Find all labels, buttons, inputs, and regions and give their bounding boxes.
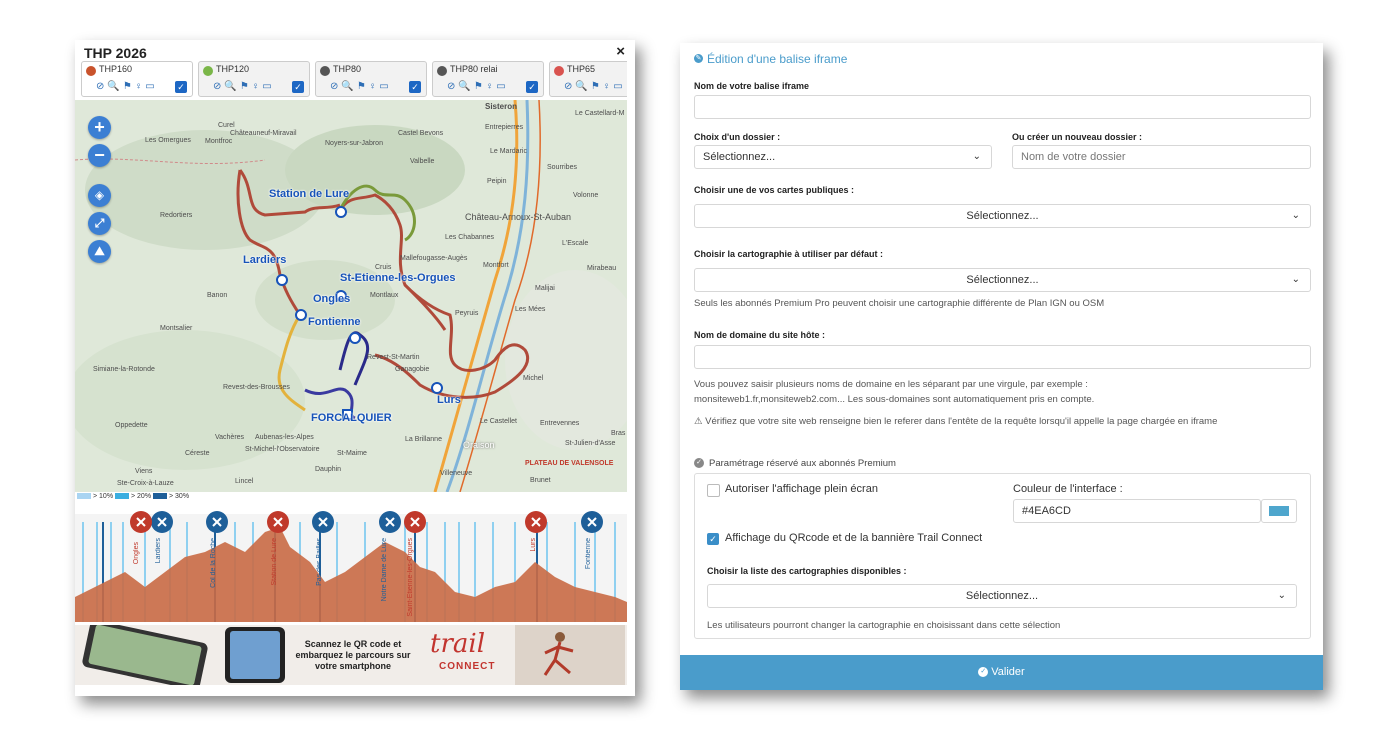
carto-list-select[interactable] <box>707 584 1297 608</box>
map-place-label: Simiane-la-Rotonde <box>93 366 155 373</box>
map-place-label: Le Mardaric <box>490 148 527 155</box>
tab-tools-icon[interactable]: ⊘🔍⚑♀▭ <box>330 81 392 92</box>
map-town-label: Lardiers <box>243 254 287 266</box>
map-terrain <box>75 100 627 492</box>
tab-tools-icon[interactable]: ⊘🔍⚑♀▭ <box>213 81 275 92</box>
legend-swatch-icon <box>77 493 91 499</box>
checkbox-icon[interactable]: ✓ <box>292 81 304 93</box>
map-place-label: Lincel <box>235 478 254 485</box>
map-place-label: St-Michel-l'Observatoire <box>245 446 320 453</box>
map-place-label: St-Julien-d'Asse <box>565 440 616 447</box>
interface-color-label: Couleur de l'interface : <box>1013 483 1123 495</box>
map-place-label: Volonne <box>573 192 599 199</box>
map-town-label: Station de Lure <box>269 188 350 200</box>
chevron-down-icon: ⌄ <box>1291 210 1300 221</box>
carto-list-select-value: Sélectionnez... <box>965 590 1039 602</box>
checkbox-icon[interactable]: ✓ <box>175 81 187 93</box>
fullscreen-checkbox[interactable] <box>707 484 720 497</box>
map-place-label: Oppedette <box>115 422 148 429</box>
map-place-label: Mallefougasse-Augès <box>400 255 468 262</box>
map-place-label: Entrepierres <box>485 124 524 131</box>
color-dot-icon <box>554 66 564 76</box>
map-place-label: Castel Bevons <box>398 130 444 137</box>
map-place-label: Entrevennes <box>540 420 580 427</box>
map-place-label: Montlaux <box>370 292 399 299</box>
checkbox-icon[interactable]: ✓ <box>526 81 538 93</box>
legend-label: > 20% <box>131 493 152 500</box>
map-place-label: Dauphin <box>315 466 342 473</box>
new-folder-placeholder: Nom de votre dossier <box>1021 151 1126 163</box>
legend-label: > 30% <box>169 493 190 500</box>
domain-label: Nom de domaine du site hôte : <box>694 330 826 340</box>
chevron-down-icon: ⌄ <box>1277 590 1286 601</box>
map-place-label: Aubenas-les-Alpes <box>255 434 314 441</box>
map-place-label: Céreste <box>185 450 210 457</box>
tab-tools-icon[interactable]: ⊘🔍⚑♀▭ <box>96 81 158 92</box>
profile-checkpoint-label: Saint-Etienne-les-Orgues <box>407 538 414 617</box>
color-dot-icon <box>203 66 213 76</box>
map-place-label: Villeneuve <box>440 470 473 477</box>
map-place-label: Oraison <box>463 440 495 450</box>
map-place-label: Peipin <box>487 178 507 185</box>
interface-color-input[interactable]: #4EA6CD <box>1013 499 1261 523</box>
tab-label: THP80 <box>333 64 362 74</box>
map-view[interactable] <box>75 100 627 492</box>
submit-button[interactable] <box>680 655 1323 690</box>
map-place-label: La Brillanne <box>405 436 442 443</box>
default-carto-select-value: Sélectionnez... <box>966 274 1039 286</box>
phone-illustration-icon <box>75 625 285 685</box>
form-header: Édition d'une balise iframe <box>707 52 848 66</box>
zoom-in-button[interactable]: + <box>88 116 111 139</box>
profile-checkpoint-label: Fontienne <box>585 538 592 570</box>
map-place-label: Curel <box>218 122 235 129</box>
profile-checkpoint-label: Lurs <box>530 538 537 552</box>
domain-input[interactable] <box>694 345 1311 369</box>
tab-thp80[interactable] <box>315 61 427 97</box>
zoom-out-button[interactable]: − <box>88 144 111 167</box>
map-place-label: Vachères <box>215 434 245 441</box>
iframe-name-label: Nom de votre balise iframe <box>694 81 810 91</box>
default-carto-help: Seuls les abonnés Premium Pro peuvent choisir une cartographie différente de Plan IGN ou OSM <box>694 298 1105 309</box>
tab-label: THP80 relai <box>450 64 498 74</box>
color-picker-button[interactable] <box>1261 499 1297 523</box>
map-place-label: Malijai <box>535 285 555 292</box>
edit-icon: ✎ <box>695 55 702 62</box>
color-dot-icon <box>320 66 330 76</box>
map-town-label: Lurs <box>437 394 461 406</box>
map-place-label: Château-Arnoux-St-Auban <box>465 212 572 222</box>
layers-button[interactable]: ◈ <box>88 184 111 207</box>
trail-connect-logo: trail <box>430 629 486 659</box>
tab-label: THP120 <box>216 64 250 74</box>
legend-label: > 10% <box>93 493 114 500</box>
map-place-label: Le Castellard-M <box>575 110 625 117</box>
map-town-label: Fontienne <box>308 316 361 328</box>
race-title: THP 2026 <box>84 45 147 61</box>
banner-text: Scannez le QR code et embarquez le parcours sur votre smartphone <box>295 639 411 671</box>
map-place-label: Sisteron <box>485 102 518 111</box>
trail-connect-banner[interactable] <box>75 625 627 685</box>
profile-checkpoint-label: Ongles <box>133 542 140 565</box>
tab-thp160[interactable] <box>81 61 193 97</box>
folder-label: Choix d'un dossier : <box>694 132 781 142</box>
map-place-label: Brunet <box>530 477 551 484</box>
public-map-select-value: Sélectionnez... <box>966 210 1039 222</box>
folder-select[interactable] <box>694 145 992 169</box>
default-carto-select[interactable] <box>694 268 1311 292</box>
map-widget-preview <box>75 40 635 696</box>
folder-select-value: Sélectionnez... <box>703 151 776 163</box>
profile-checkpoint-label: Lardiers <box>155 538 162 564</box>
map-place-label: Ganagobie <box>395 366 430 373</box>
map-place-label: Les Mées <box>515 306 546 313</box>
map-place-label: PLATEAU DE VALENSOLE <box>525 460 614 467</box>
map-place-label: Redortiers <box>160 212 193 219</box>
color-swatch-icon <box>1269 506 1289 516</box>
map-place-label: Les Omergues <box>145 137 191 144</box>
map-place-label: Revest-St-Martin <box>367 354 420 361</box>
map-place-label: Montsalier <box>160 325 193 332</box>
chevron-down-icon: ⌄ <box>1291 274 1300 285</box>
map-place-label: Les Chabannes <box>445 234 495 241</box>
map-place-label: Michel <box>523 375 544 382</box>
close-button[interactable]: × <box>616 43 625 60</box>
runner-illustration-icon <box>515 625 625 685</box>
check-circle-icon: ✓ <box>978 667 988 677</box>
slope-legend <box>77 493 189 500</box>
map-town-label: FORCALQUIER <box>311 412 392 424</box>
tab-thp120[interactable] <box>198 61 310 97</box>
carto-list-label: Choisir la liste des cartographies disponibles : <box>707 566 907 576</box>
domain-help: monsiteweb1.fr,monsiteweb2.com... Les sous-domaines sont automatiquement pris en compte. <box>694 394 1095 405</box>
submit-label: Valider <box>991 666 1025 678</box>
map-place-label: Châteauneuf-Miravail <box>230 130 297 137</box>
new-folder-input[interactable] <box>1012 145 1311 169</box>
public-map-select[interactable] <box>694 204 1311 228</box>
map-place-label: Cruis <box>375 264 392 271</box>
tab-tools-icon[interactable]: ⊘🔍⚑♀▭ <box>564 81 626 92</box>
map-place-label: Noyers-sur-Jabron <box>325 140 383 147</box>
chevron-down-icon: ⌄ <box>972 151 981 162</box>
tab-label: THP65 <box>567 64 596 74</box>
public-map-label: Choisir une de vos cartes publiques : <box>694 185 855 195</box>
map-place-label: Bras <box>611 430 626 437</box>
legend-swatch-icon <box>153 493 167 499</box>
legend-swatch-icon <box>115 493 129 499</box>
premium-section-title: Paramétrage réservé aux abonnés Premium <box>709 458 896 469</box>
map-place-label: Valbelle <box>410 158 435 165</box>
fullscreen-button[interactable]: ⤢ <box>88 212 111 235</box>
map-place-label: Banon <box>207 292 228 299</box>
map-place-label: L'Escale <box>562 240 589 247</box>
iframe-name-input[interactable] <box>694 95 1311 119</box>
qr-banner-label: Affichage du QRcode et de la bannière Trail Connect <box>725 532 983 544</box>
default-carto-label: Choisir la cartographie à utiliser par défaut : <box>694 249 884 259</box>
color-dot-icon <box>86 66 96 76</box>
new-folder-label: Ou créer un nouveau dossier : <box>1012 132 1143 142</box>
referer-warning: ⚠ Vérifiez que votre site web renseigne bien le referer dans l'entête de la requête lorsqu'il appelle la page chargée en iframe <box>694 416 1218 427</box>
elevation-profile[interactable] <box>75 502 627 622</box>
map-place-label: Montfroc <box>205 138 233 145</box>
qr-banner-checkbox[interactable]: ✓ <box>707 533 719 545</box>
map-place-label: Viens <box>135 468 153 475</box>
map-place-label: Peyruis <box>455 310 479 317</box>
color-dot-icon <box>437 66 447 76</box>
map-place-label: Sourribes <box>547 164 577 171</box>
trail-connect-logo-subtitle: CONNECT <box>439 661 496 672</box>
profile-checkpoint-label: Notre Dame de Lure <box>381 538 388 602</box>
profile-checkpoint-label: Station de Lure <box>271 538 278 586</box>
tab-label: THP160 <box>99 64 133 74</box>
tab-tools-icon[interactable]: ⊘🔍⚑♀▭ <box>447 81 509 92</box>
race-tabs <box>81 61 627 98</box>
map-town-label: St-Etienne-les-Orgues <box>340 272 456 284</box>
map-place-label: Montfort <box>483 262 509 269</box>
map-place-label: Revest-des-Brousses <box>223 384 290 391</box>
map-place-label: Ste-Croix-à-Lauze <box>117 480 174 487</box>
tab-thp65[interactable] <box>549 61 627 97</box>
carto-list-help: Les utilisateurs pourront changer la cartographie en choisissant dans cette sélection <box>707 620 1061 631</box>
tab-thp80-relai[interactable] <box>432 61 544 97</box>
premium-settings-box <box>694 473 1311 639</box>
iframe-editor-form <box>680 43 1323 690</box>
domain-help: Vous pouvez saisir plusieurs noms de domaine en les séparant par une virgule, par exemple : <box>694 379 1088 390</box>
fullscreen-label: Autoriser l'affichage plein écran <box>725 483 878 495</box>
checkbox-icon[interactable]: ✓ <box>409 81 421 93</box>
profile-checkpoint-label: Pas des Bailles <box>316 538 323 586</box>
map-place-label: St-Maime <box>337 450 367 457</box>
check-circle-icon: ✓ <box>694 458 704 468</box>
map-place-label: Le Castellet <box>480 418 517 425</box>
map-place-label: Mirabeau <box>587 265 617 272</box>
elevation-profile-button[interactable]: ⛰ <box>88 240 111 263</box>
map-town-label: Ongles <box>313 293 351 305</box>
profile-checkpoint-label: Col de la Roche <box>210 538 217 588</box>
